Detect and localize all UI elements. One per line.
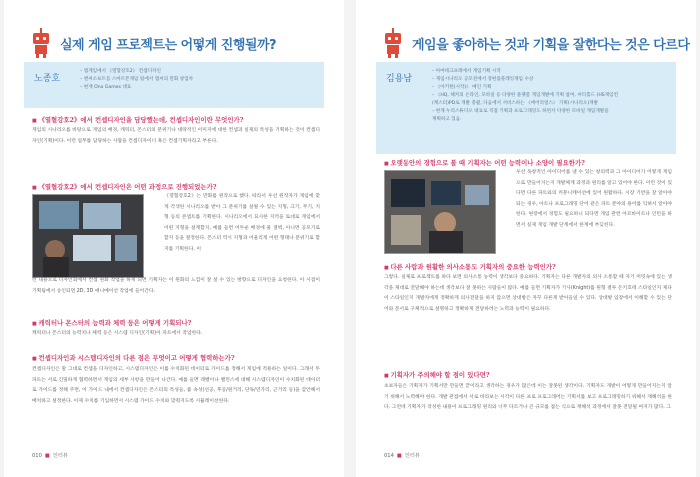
right-answer-1: 우선 독창적인 아이디어를 낼 수 있는 창의력과 그 아이디어가 어떻게 게임으로 만들어지는지 개발체계 과정과 원리를 알고 있어야 한다. 이런 것이 있다면 다른 파트와의 커뮤니케이션에 있어 원활하다. 시장 기반을 잘 알아야 되는 경우, 아트나 프로그래밍 단어 같은 파트 분야의 용어를 익혀서 알아야 한다. 현장에서 경험도 필요하니 되다면 게임 관련 아르바이트나 인턴을 하면서 실제 게임 개발 단계에서 한계에 부딪힌다.: [516, 170, 672, 228]
left-profile-line: – 엔씨소프트를 스마트폰게임 팀에서 엠씨의 만화 창업차: [80, 77, 194, 82]
right-page-title: 게임을 좋아하는 것과 기획을 잘한다는 것은 다르다: [412, 37, 690, 53]
left-answer-2b: 런 내용으로 디자인회에서 컨셉 원화 작업을 하게 되면 기획자는 이 원화의 느낌이 잘 살 수 있는 방향으로 디자인을 요청한다. 이 시점이 기획팀에서 승인되면 2D, 3D 애니메이션 작업에 들어간다.: [32, 278, 320, 294]
left-question-2: ■ 《열혈강호2》에서 컨셉디자인은 어떤 과정으로 진행되었는가?: [32, 182, 217, 191]
left-profile-line: – 현재 Ono Games 대표: [80, 85, 132, 90]
left-footer: 010 ■ 인터뷰: [32, 453, 68, 459]
robot-icon: [30, 28, 52, 58]
left-profile-box: [24, 62, 324, 108]
right-answer-3: 초보자들은 기획자가 기획서만 만들면 끝이라고 생각하는 경우가 많은데 이는 잘못된 생각이다. 기획자도 개발이 어떻게 만들어지는지 알기 위해서 노력해야 한다. 개발 관점에서 서로 바라보는 시각이 다른 프로 프로그래머는 기획서를 보고 프로그래밍하기 위해서 재해석을 한다. 그런데 기획자가 작성한 내용이 프로그래밍 원리와 너무 다르거나 큰 규모를 잡는 식으로 재해석 과정에서 잘못 전달될 여지가 많다. 그: [384, 384, 672, 410]
right-page: [356, 0, 696, 477]
left-question-1: ■ 《열혈강호2》에서 컨셉디자인을 담당했는데, 컨셉디자인이란 무엇인가?: [32, 115, 243, 124]
left-question-3: ■ 캐릭터나 몬스터의 능력과 체력 등은 어떻게 기획되나?: [32, 318, 191, 327]
right-profile-line: 계획하고 있음.: [432, 117, 462, 122]
left-answer-2a: 《열혈강호2》는 만화를 원작으로 했다. 따라서 우선 원작자가 게임에 맞게 각색한 시나리오를 받아 그 분위기를 살릴 수 있는 지형, 크기, 무기, 지형 등의 콘셉트를 기획한다. 시나리오에서 묘사한 지역을 토대로 게임에서 어떤 지형을 설계할지, 예를 들면 어두운 배경에 물 절벽, 아니면 공포기로 할지 등을 결정한다. 몬스터 역시 지형과 어울리게 어떤 형태나 분위기로 할지를 기획한다. 이: [164, 194, 320, 252]
right-profile-line: – 현재 누리스튜디오 대표로 직접 기획과 프로그래밍도 하면서 다양한 모바일 게임개발을: [432, 109, 609, 114]
right-question-2: ■ 다른 사람과 원활한 의사소통도 기획자의 중요한 능력인가?: [384, 262, 556, 271]
left-page: [4, 0, 344, 477]
right-profile-line: – 《아키한(시작)》 메인 기획: [432, 85, 492, 90]
right-photo: [384, 170, 496, 254]
right-profile-line: – 게임시나리오 공모전에서 장편롤플레잉게임 수상: [432, 77, 534, 82]
right-title-row: [382, 26, 689, 60]
left-profile-name: 노종호: [34, 74, 61, 84]
right-profile-line: – 《HQ, 해커의 온라인, 모바일 등 다양한 플랫폼 게임개발에 기획 참여, 씨티홀드 (HS게임컨: [432, 93, 619, 98]
left-page-title: 실제 게임 프로젝트는 어떻게 진행될까?: [60, 37, 277, 53]
right-profile-line: (캐스터)PD로 개발 총괄, 다음에서 서비스하는 《에어리얼스》 기획(시나리오)개발: [432, 101, 599, 106]
right-profile-line: – 아마테크프레에서 게임기획 시작: [432, 69, 501, 74]
right-answer-2: 그렇다. 실제로 프로젝트를 하다 보면 의사소통 능력이 생각보다 중요하다. 기획자는 다른 개발자의 의사 소통할 때 자기 머릿속에 있는 생각을 제대로 전달해야 하는데 생각보다 잘 못하는 사람들이 많다. 예를 들면 기획자가 기사(Knight)를 원형 결투 돈키호테 스타일인지 제다이 스타일인지 개발자에게 정확하게 의사전달을 하지 않으면 상대방은 자꾸 다른게 받아들일 수 있다. 상대방 입장에서 이해할 수 있는 단어와 문서로 구체적으로 설명하고 정확하게 전달하려는 노력과 능력이 필요하다.: [384, 275, 672, 312]
left-answer-1: 게임의 시나리오를 바탕으로 게임의 배경, 캐릭터, 몬스터의 분위기나 대략적인 이미지에 대한 컨셉과 실제의 특성을 기획하는 것이 컨셉디자인(기획)이다. 이런 업무를 담당하는 사람을 컨셉디자이너 혹은 컨셉기획자라고 부른다.: [32, 128, 320, 144]
left-answer-4: 컨셉디자인은 말 그대로 컨셉을 디자인하고, 시스템디자인은 이를 수치화된 데이터로 가이드를 정해서 게임에 적용하는 일이다. 그래서 두 파트는 서로 긴밀하게 협력하면서 게임의 세부 사항을 만들어 나간다. 예를 들면 레벨이나 밸런스에 대해 시스템디자인이 수치화된 데이터로 가이드를 정해 주면, 이 가이드 내에서 컨셉디자인은 몬스터의 특성들, 몹 속성(선공, 후공/원거리, 단독/연가리, 근거리 등)을 감안해서 배치하고 설정한다. 이제 수치를 기입하면서 시스템 가이드 수치와 맞춰지도록 시뮬레이션한다.: [32, 367, 320, 404]
right-question-1: ■ 오랫동안의 경험으로 볼 때 기획자는 어떤 능력이나 소양이 필요한가?: [384, 158, 585, 167]
left-footer-label: 인터뷰: [52, 453, 68, 459]
left-profile-list: [80, 68, 193, 92]
right-profile-name: 김용남: [386, 74, 413, 84]
left-answer-3: 캐릭터나 몬스터의 능력치나 체력 등은 시스템 디자인(기획)이 파트에서 작업한다.: [32, 331, 203, 336]
left-question-4: ■ 컨셉디자인과 시스템디자인의 다른 점은 무엇이고 어떻게 협력하는가?: [32, 353, 235, 362]
left-page-number: 010: [32, 453, 42, 459]
left-photo: [32, 194, 144, 278]
right-question-3: ■ 기획자가 주의해야 할 점이 있다면?: [384, 370, 490, 379]
right-profile-box: [376, 62, 676, 154]
robot-icon: [382, 28, 404, 58]
left-title-row: [30, 26, 276, 60]
right-footer: 014 ■ 인터뷰: [384, 453, 420, 459]
left-profile-line: – 엠게임에서 《열혈강호2》 컨셉디자인: [80, 69, 161, 74]
right-page-number: 014: [384, 453, 394, 459]
right-profile-list: [432, 68, 618, 124]
right-footer-label: 인터뷰: [404, 453, 420, 459]
